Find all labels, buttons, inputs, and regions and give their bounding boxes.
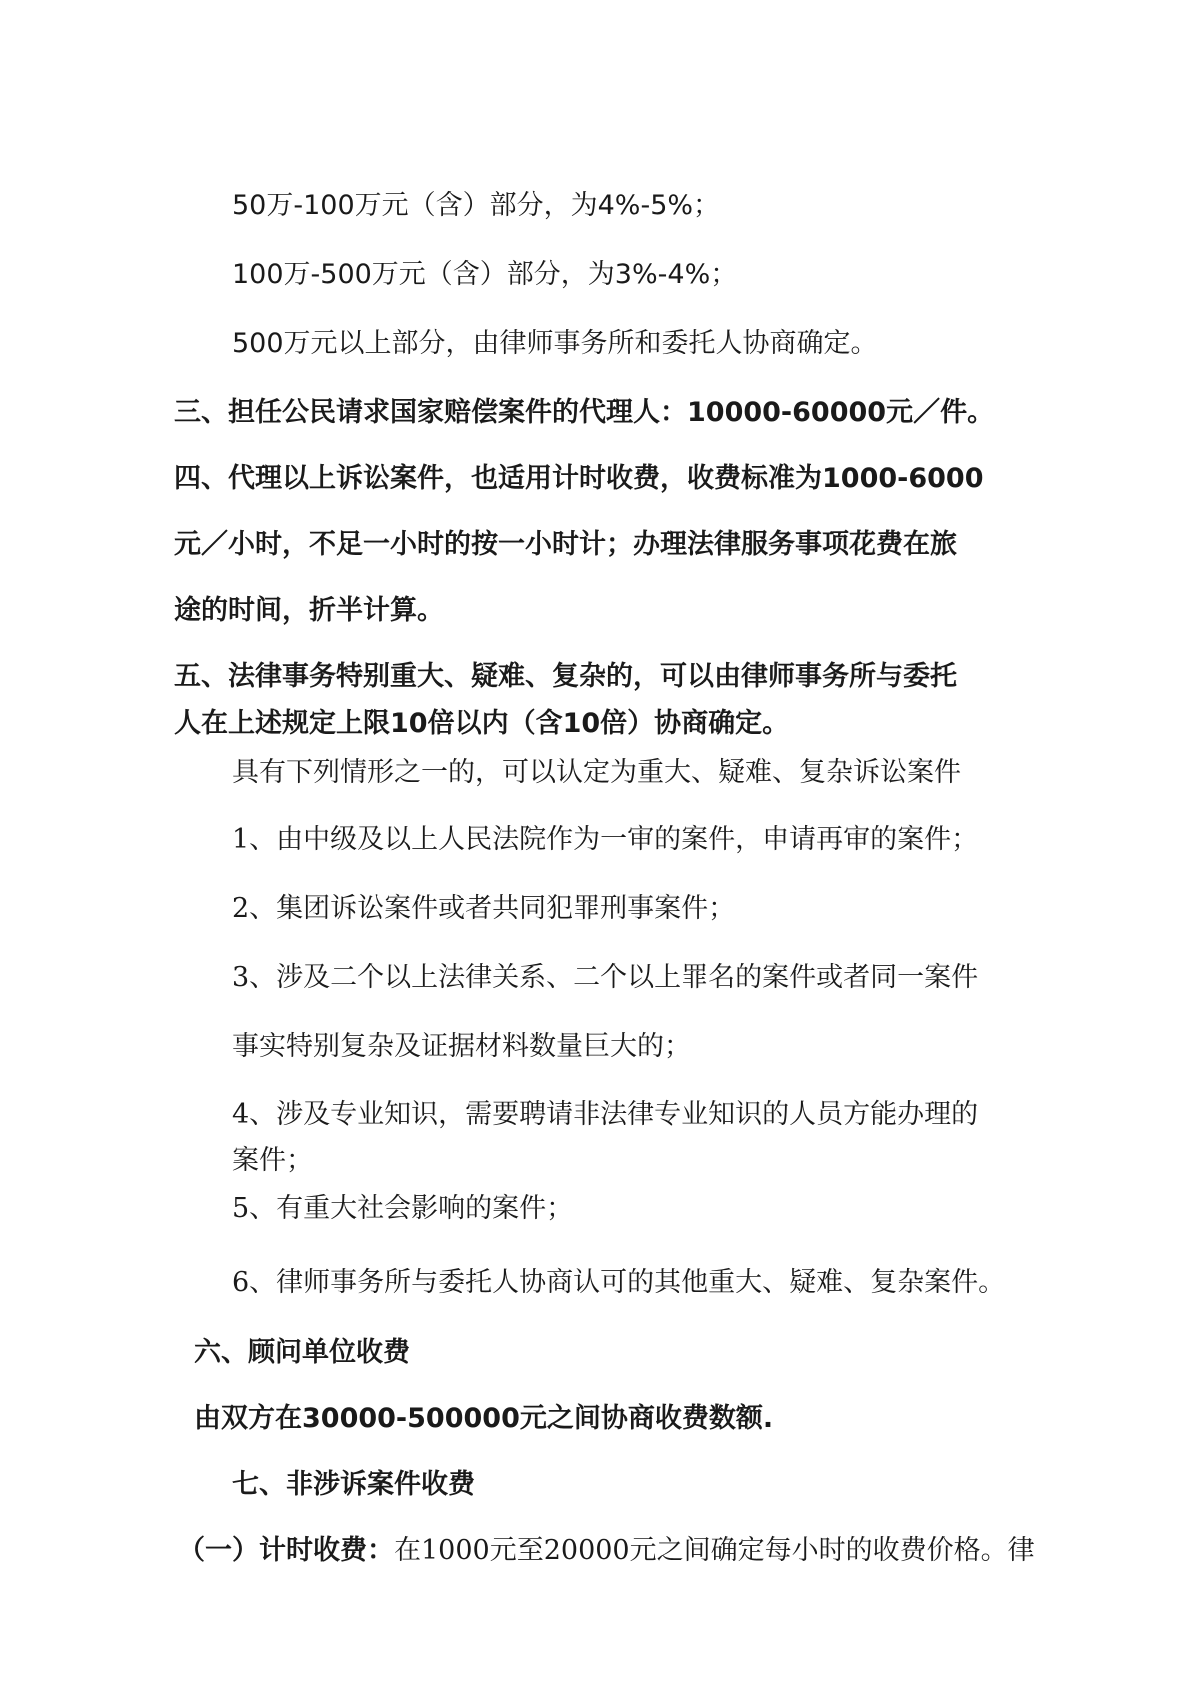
text-line: 途的时间，折半计算。 bbox=[174, 595, 444, 626]
section-heading-6: 六、顾问单位收费 bbox=[194, 1337, 410, 1368]
text-span: 在1000元至20000元之间确定每小时的收费价格。律 bbox=[394, 1535, 1035, 1566]
text-line: 事实特别复杂及证据材料数量巨大的； bbox=[232, 1031, 691, 1062]
text-line: 50万-100万元（含）部分，为4%-5%； bbox=[232, 190, 721, 221]
text-line: 具有下列情形之一的，可以认定为重大、疑难、复杂诉讼案件 bbox=[232, 757, 961, 788]
section-heading-3: 三、担任公民请求国家赔偿案件的代理人：10000-60000元／件。 bbox=[174, 397, 995, 428]
section-heading-5: 五、法律事务特别重大、疑难、复杂的，可以由律师事务所与委托 bbox=[174, 661, 957, 692]
text-line: 100万-500万元（含）部分，为3%-4%； bbox=[232, 259, 738, 290]
text-line: 由双方在30000-500000元之间协商收费数额. bbox=[194, 1403, 774, 1434]
subsection-label: （一）计时收费： bbox=[178, 1535, 394, 1566]
list-item: 4、涉及专业知识，需要聘请非法律专业知识的人员方能办理的 bbox=[232, 1099, 979, 1130]
section-heading-4: 四、代理以上诉讼案件，也适用计时收费，收费标准为1000-6000 bbox=[174, 463, 984, 494]
text-line: 元／小时，不足一小时的按一小时计；办理法律服务事项花费在旅 bbox=[174, 529, 957, 560]
list-item: 3、涉及二个以上法律关系、二个以上罪名的案件或者同一案件 bbox=[232, 962, 979, 993]
text-line: 案件； bbox=[232, 1145, 313, 1176]
list-item: 6、律师事务所与委托人协商认可的其他重大、疑难、复杂案件。 bbox=[232, 1267, 1006, 1298]
text-line: 500万元以上部分，由律师事务所和委托人协商确定。 bbox=[232, 328, 878, 359]
text-line bbox=[178, 1534, 1035, 1568]
list-item: 5、有重大社会影响的案件； bbox=[232, 1193, 574, 1224]
list-item: 2、集团诉讼案件或者共同犯罪刑事案件； bbox=[232, 893, 736, 924]
list-item: 1、由中级及以上人民法院作为一审的案件，申请再审的案件； bbox=[232, 824, 979, 855]
section-heading-7: 七、非涉诉案件收费 bbox=[232, 1469, 475, 1500]
text-line: 人在上述规定上限10倍以内（含10倍）协商确定。 bbox=[174, 708, 790, 739]
